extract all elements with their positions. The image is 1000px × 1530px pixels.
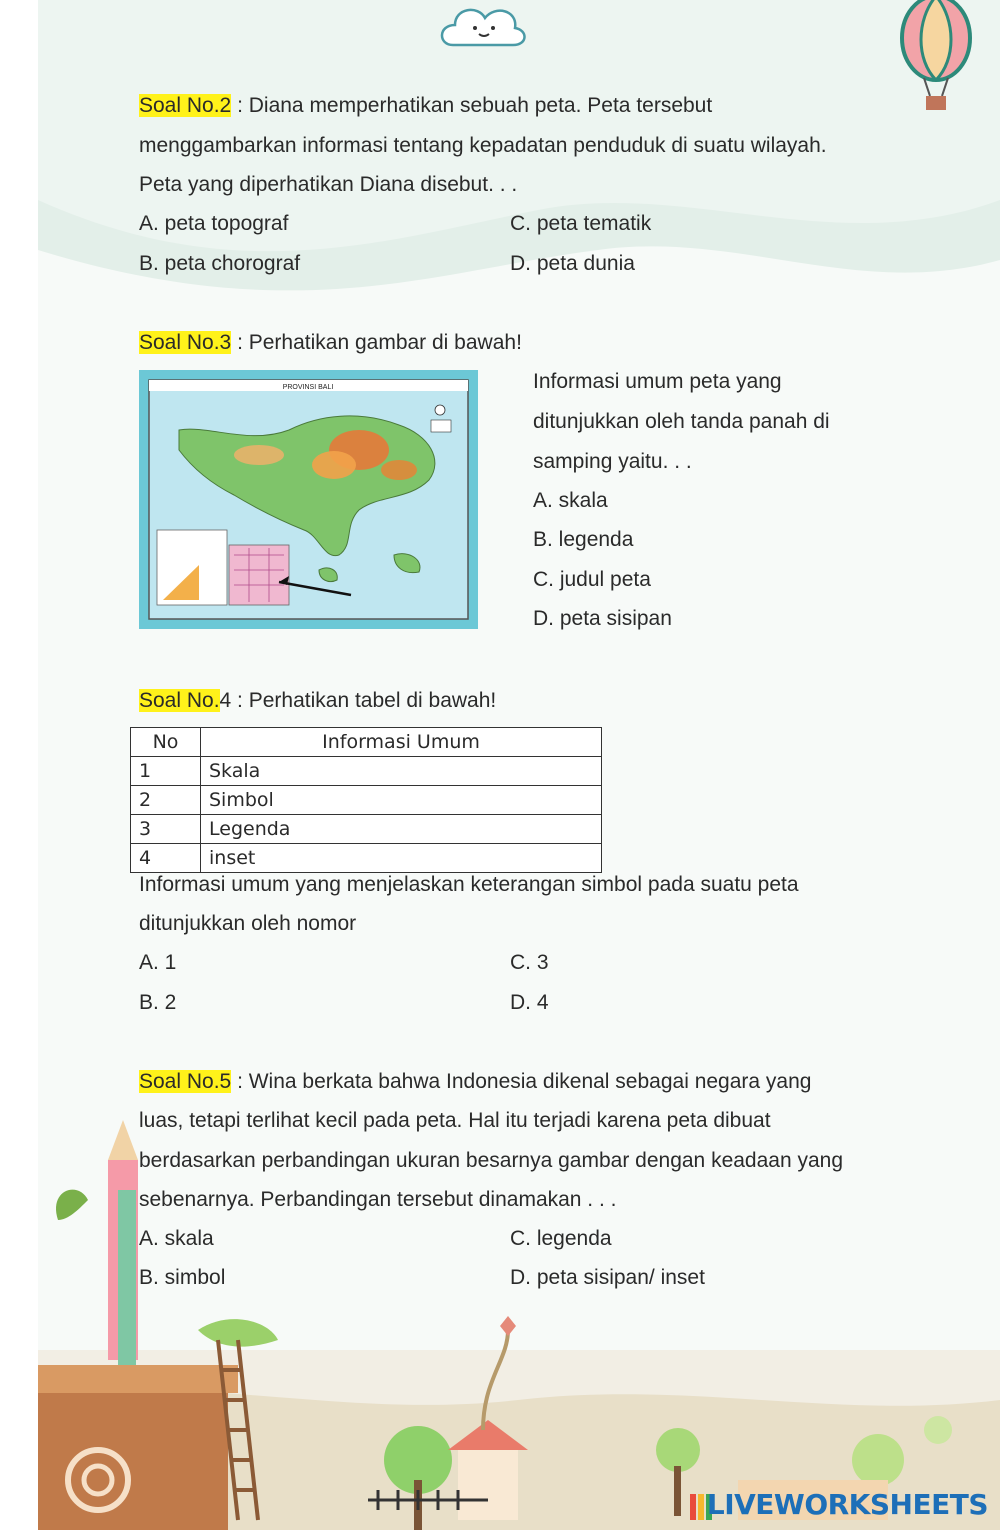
table-header-row — [131, 728, 602, 757]
table-cell: 2 — [131, 786, 201, 815]
q5-label: Soal No.5 — [139, 1070, 232, 1093]
q4-option-b[interactable]: B. 2 — [139, 991, 177, 1014]
q2-line-1: Soal No.2 : Diana memperhatikan sebuah peta. Peta tersebut — [139, 94, 713, 117]
q2-option-a[interactable]: A. peta topograf — [139, 212, 289, 235]
q3-line-1: Soal No.3 : Perhatikan gambar di bawah! — [139, 331, 522, 354]
q3-option-b[interactable]: B. legenda — [533, 528, 634, 551]
q2-option-d[interactable]: D. peta dunia — [510, 252, 635, 275]
table-cell: Legenda — [201, 815, 602, 844]
table-cell: Skala — [201, 757, 602, 786]
q5-option-a[interactable]: A. skala — [139, 1227, 214, 1250]
q2-line-3: Peta yang diperhatikan Diana disebut. . . — [139, 173, 518, 196]
q4-line-3: ditunjukkan oleh nomor — [139, 912, 357, 935]
table-cell: Simbol — [201, 786, 602, 815]
q5-option-c[interactable]: C. legenda — [510, 1227, 612, 1250]
table-cell: 4 — [131, 844, 201, 873]
q5-option-b[interactable]: B. simbol — [139, 1266, 226, 1289]
q4-option-c[interactable]: C. 3 — [510, 951, 549, 974]
map-title: PROVINSI BALI — [282, 384, 334, 391]
q4-line-1: Soal No.4 : Perhatikan tabel di bawah! — [139, 689, 497, 712]
q2-label: Soal No.2 — [139, 94, 232, 117]
q4-option-a[interactable]: A. 1 — [139, 951, 177, 974]
q4-line-2: Informasi umum yang menjelaskan keterangan simbol pada suatu peta — [139, 873, 799, 896]
q3-text-2: ditunjukkan oleh tanda panah di — [533, 410, 830, 433]
q3-option-c[interactable]: C. judul peta — [533, 568, 651, 591]
bali-map-image — [139, 370, 478, 629]
table-header-no: No — [131, 728, 201, 757]
watermark: LIVEWORKSHEETS — [706, 1488, 988, 1521]
q2-line-2: menggambarkan informasi tentang kepadatan penduduk di suatu wilayah. — [139, 134, 827, 157]
q3-label: Soal No.3 — [139, 331, 232, 354]
table-cell: 1 — [131, 757, 201, 786]
q5-line-4: sebenarnya. Perbandingan tersebut dinamakan . . . — [139, 1188, 617, 1211]
q3-option-d[interactable]: D. peta sisipan — [533, 607, 672, 630]
q5-option-d[interactable]: D. peta sisipan/ inset — [510, 1266, 705, 1289]
q3-text-3: samping yaitu. . . — [533, 450, 692, 473]
q2-option-b[interactable]: B. peta chorograf — [139, 252, 301, 275]
table-row — [131, 844, 602, 873]
table-cell: 3 — [131, 815, 201, 844]
q5-line-3: berdasarkan perbandingan ukuran besarnya gambar dengan keadaan yang — [139, 1149, 844, 1172]
table-row — [131, 786, 602, 815]
q3-text-1: Informasi umum peta yang — [533, 370, 782, 393]
table-header-info: Informasi Umum — [201, 728, 602, 757]
table-row — [131, 757, 602, 786]
q4-option-d[interactable]: D. 4 — [510, 991, 549, 1014]
q4-label: Soal No. — [139, 689, 220, 712]
info-table — [130, 727, 602, 873]
q5-line-1: Soal No.5 : Wina berkata bahwa Indonesia dikenal sebagai negara yang — [139, 1070, 812, 1093]
table-row — [131, 815, 602, 844]
table-cell: inset — [201, 844, 602, 873]
q5-line-2: luas, tetapi terlihat kecil pada peta. Hal itu terjadi karena peta dibuat — [139, 1109, 771, 1132]
q2-option-c[interactable]: C. peta tematik — [510, 212, 652, 235]
q3-option-a[interactable]: A. skala — [533, 489, 608, 512]
